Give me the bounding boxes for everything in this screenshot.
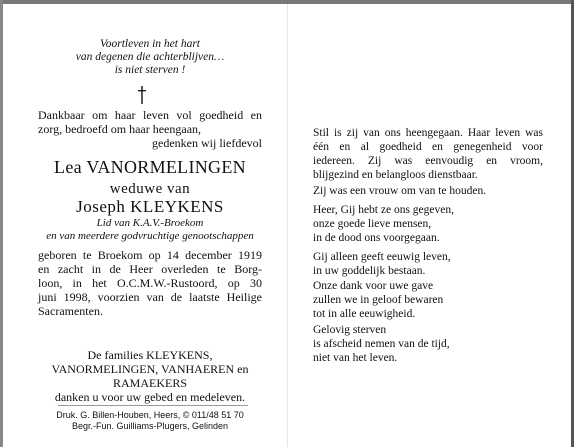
deceased-first-name: Lea — [54, 157, 82, 177]
bio-line: en zacht in de Heer overleden te Borg- — [38, 262, 262, 276]
stanza-6 — [313, 323, 543, 365]
divider — [58, 405, 248, 406]
biography — [38, 248, 262, 318]
husband-surname: KLEYKENS — [130, 197, 224, 216]
verse-line: onze goede lieve mensen, — [313, 218, 432, 230]
intro-line: zorg, bedroefd om haar heengaan, — [38, 122, 202, 136]
verse-line: zullen we in geloof bewaren — [313, 294, 444, 306]
verse-line: in uw goddelijk bestaan. — [313, 265, 426, 277]
printer-credits — [38, 410, 262, 432]
motto-line: van degenen die achterblijven… — [75, 51, 225, 63]
bio-line: Sacramenten. — [38, 304, 103, 318]
verse-line: Stil is zij van ons heengegaan. Haar leven was — [313, 127, 543, 139]
families-line: RAMAEKERS — [112, 376, 187, 390]
verse-line: tot in alle eeuwigheid. — [313, 308, 416, 320]
widow-of-label: weduwe van — [109, 181, 191, 197]
verse-line: Gelovig sterven — [313, 324, 387, 336]
stanza-2 — [313, 184, 543, 198]
right-panel — [313, 0, 543, 447]
verse-line: in de dood ons voorgegaan. — [313, 232, 440, 244]
deceased-name — [38, 157, 262, 177]
verse-line: Gij alleen geeft eeuwig leven, — [313, 251, 451, 263]
verse-line: niet van het leven. — [313, 352, 398, 364]
left-panel — [38, 0, 262, 447]
families-line: VANORMELINGEN, VANHAEREN en — [51, 362, 249, 376]
printer-line: Begr.-Fun. Guilliams-Plugers, Gelinden — [71, 421, 229, 431]
stanza-5 — [313, 279, 543, 321]
deceased-surname: VANORMELINGEN — [86, 157, 246, 177]
membership-line: en van meerdere godvruchtige genootschappen — [46, 230, 254, 242]
membership-line: Lid van K.A.V.-Broekom — [96, 217, 204, 229]
stanza-3 — [313, 203, 543, 245]
card-left-edge — [0, 0, 3, 447]
verse-line: Zij was een vrouw om van te houden. — [313, 185, 487, 197]
motto-line: is niet sterven ! — [114, 64, 186, 76]
bio-line: loon, in het O.C.M.W.-Rustoord, op 30 — [38, 276, 262, 290]
motto — [48, 38, 252, 77]
stanza-4 — [313, 250, 543, 278]
verse-line: Heer, Gij hebt ze ons gegeven, — [313, 204, 454, 216]
husband-name — [38, 197, 262, 217]
verse-line: is afscheid nemen van de tijd, — [313, 338, 450, 350]
husband-first-name: Joseph — [76, 197, 126, 216]
memberships — [38, 217, 262, 243]
intro-line: gedenken wij liefdevol — [152, 136, 262, 150]
intro-line: Dankbaar om haar leven vol goedheid en — [38, 108, 262, 122]
families-line: De families KLEYKENS, — [87, 348, 213, 362]
card-fold — [287, 4, 288, 447]
stanza-1 — [313, 126, 543, 182]
intro-text — [38, 108, 262, 150]
bio-line: geboren te Broekom op 14 december 1919 — [38, 248, 262, 262]
verse-line: één en al goedheid en genegenheid voor — [313, 141, 543, 153]
verse-line: Onze dank voor uwe gave — [313, 280, 434, 292]
latin-cross-icon — [132, 86, 152, 104]
families-thanks — [38, 348, 262, 404]
motto-line: Voortleven in het hart — [100, 38, 200, 50]
verse-line: iedereen. Zij was eenvoudig en vroom, — [313, 155, 543, 167]
printer-line: Druk. G. Billen-Houben, Heers, © 011/48 51 70 — [56, 410, 244, 420]
verse-line: blijgezind en belangloos dienstbaar. — [313, 169, 478, 181]
bio-line: juni 1998, voorzien van de laatste Heilige — [38, 290, 262, 304]
families-line: danken u voor uw gebed en medeleven. — [54, 390, 246, 404]
